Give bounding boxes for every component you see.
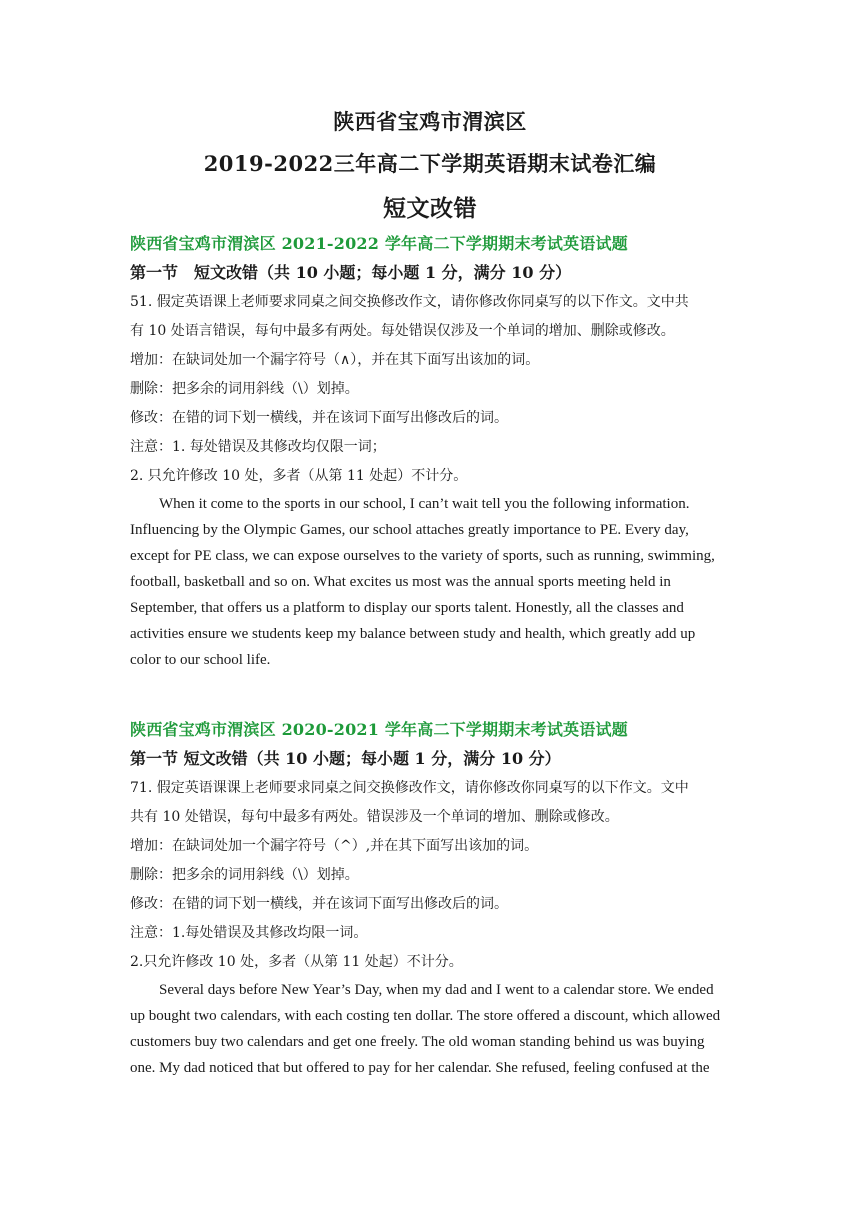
passage-line: When it come to the sports in our school, I can’t wait tell you the following information. — [159, 496, 690, 512]
passage-line: customers buy two calendars and get one freely. The old woman standing behind us was buying — [130, 1034, 705, 1050]
instruction-line: 增加：在缺词处加一个漏字符号（^）,并在其下面写出该加的词。 — [130, 838, 539, 854]
passage-line: except for PE class, we can expose ourselves to the variety of sports, such as running, swimming, — [130, 548, 715, 564]
exam-section-2020-2021 — [130, 716, 740, 1081]
section-part-heading: 第一节 短文改错（共 10 小题；每小题 1 分，满分 10 分） — [130, 749, 561, 768]
instruction-line: 有 10 处语言错误，每句中最多有两处。每处错误仅涉及一个单词的增加、删除或修改。 — [130, 323, 675, 339]
document-title-region: 陕西省宝鸡市渭滨区 — [333, 109, 527, 134]
passage-block — [130, 491, 740, 673]
document-title-topic: 短文改错 — [383, 195, 477, 222]
passage-line: football, basketball and so on. What excites us most was the annual sports meeting held in — [130, 574, 671, 590]
instruction-line: 共有 10 处错误，每句中最多有两处。错误涉及一个单词的增加、删除或修改。 — [130, 809, 619, 825]
instruction-line: 修改：在错的词下划一横线，并在该词下面写出修改后的词。 — [130, 410, 508, 426]
instruction-line: 注意：1.每处错误及其修改均限一词。 — [130, 925, 368, 941]
instruction-line: 删除：把多余的词用斜线（\）划掉。 — [130, 381, 359, 397]
exam-section-2021-2022 — [130, 230, 740, 673]
instructions-block — [130, 288, 740, 491]
instruction-line: 删除：把多余的词用斜线（\）划掉。 — [130, 867, 359, 883]
instruction-line: 增加：在缺词处加一个漏字符号（∧），并在其下面写出该加的词。 — [130, 352, 540, 368]
section-source-heading: 陕西省宝鸡市渭滨区 2021-2022 学年高二下学期期末考试英语试题 — [130, 234, 628, 253]
instruction-line: 修改：在错的词下划一横线，并在该词下面写出修改后的词。 — [130, 896, 508, 912]
passage-line: color to our school life. — [130, 652, 271, 668]
instructions-block — [130, 774, 740, 977]
passage-line: September, that offers us a platform to display our sports talent. Honestly, all the classes and — [130, 600, 684, 616]
passage-line: Influencing by the Olympic Games, our school attaches greatly importance to PE. Every day, — [130, 522, 689, 538]
document-title-exam: 2019-2022三年高二下学期英语期末试卷汇编 — [203, 151, 657, 176]
instruction-line: 2.只允许修改 10 处，多者（从第 11 处起）不计分。 — [130, 954, 463, 970]
passage-line: up bought two calendars, with each costing ten dollar. The store offered a discount, which allowed — [130, 1008, 721, 1024]
instruction-line: 注意：1. 每处错误及其修改均仅限一词； — [130, 439, 386, 455]
section-source-heading: 陕西省宝鸡市渭滨区 2020-2021 学年高二下学期期末考试英语试题 — [130, 720, 628, 739]
passage-line: one. My dad noticed that but offered to pay for her calendar. She refused, feeling confused at the — [130, 1060, 710, 1076]
instruction-line: 71. 假定英语课课上老师要求同桌之间交换修改作文，请你修改你同桌写的以下作文。文中 — [130, 780, 689, 796]
passage-line: Several days before New Year’s Day, when my dad and I went to a calendar store. We ended — [159, 982, 714, 998]
section-part-heading: 第一节 短文改错（共 10 小题；每小题 1 分，满分 10 分） — [130, 263, 572, 282]
instruction-line: 51. 假定英语课上老师要求同桌之间交换修改作文，请你修改你同桌写的以下作文。文中共 — [130, 294, 689, 310]
passage-block — [130, 977, 740, 1081]
instruction-line: 2. 只允许修改 10 处，多者（从第 11 处起）不计分。 — [130, 468, 468, 484]
passage-line: activities ensure we students keep my balance between study and health, which greatly add up — [130, 626, 696, 642]
